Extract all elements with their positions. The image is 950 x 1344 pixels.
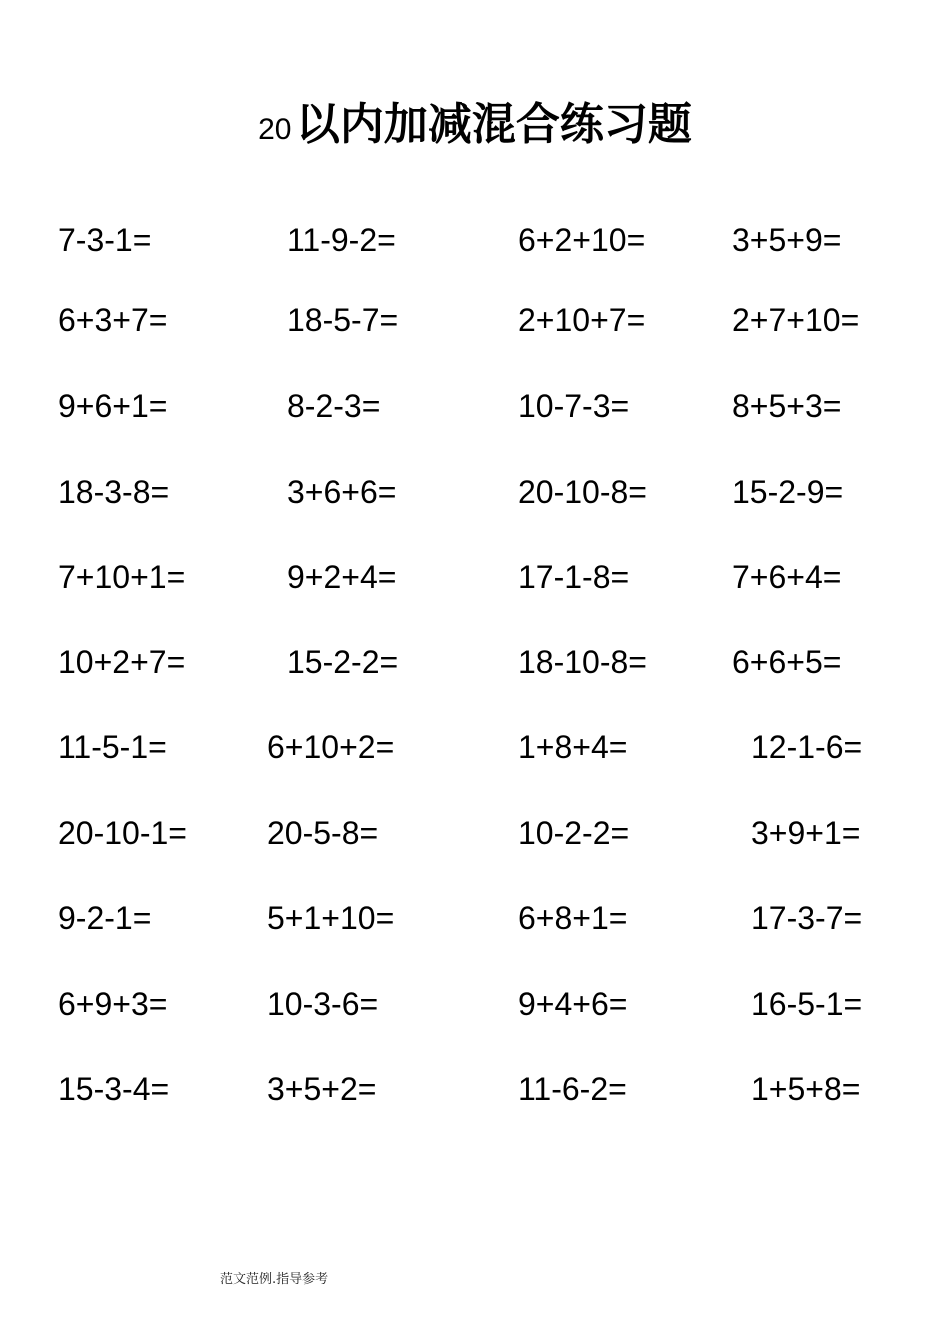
math-problem: 12-1-6= <box>751 729 863 765</box>
math-problem: 10-2-2= <box>518 815 630 851</box>
math-problem: 15-3-4= <box>58 1071 170 1107</box>
math-problem: 1+5+8= <box>751 1071 861 1107</box>
math-problem: 18-3-8= <box>58 474 170 510</box>
math-problem: 2+10+7= <box>518 302 646 338</box>
math-problem: 7+6+4= <box>732 559 842 595</box>
page-title <box>0 88 950 152</box>
math-problem: 20-5-8= <box>267 815 379 851</box>
math-problem: 18-10-8= <box>518 644 647 680</box>
math-problem: 6+8+1= <box>518 900 628 936</box>
math-problem: 11-5-1= <box>58 729 167 765</box>
math-problem: 20-10-8= <box>518 474 647 510</box>
footer-note: 范文范例.指导参考 <box>220 1272 329 1287</box>
title-text: 以内加减混合练习题 <box>295 99 692 150</box>
math-problem: 11-6-2= <box>518 1071 627 1107</box>
math-problem: 6+3+7= <box>58 302 168 338</box>
math-problem: 1+8+4= <box>518 729 628 765</box>
math-problem: 3+5+9= <box>732 222 842 258</box>
math-problem: 3+5+2= <box>267 1071 377 1107</box>
math-problem: 15-2-9= <box>732 474 844 510</box>
math-problem: 5+1+10= <box>267 900 395 936</box>
math-problem: 8+5+3= <box>732 388 842 424</box>
math-problem: 10+2+7= <box>58 644 186 680</box>
title-number: 20 <box>258 113 292 146</box>
math-problem: 9+2+4= <box>287 559 397 595</box>
math-problem: 6+2+10= <box>518 222 646 258</box>
math-problem: 17-3-7= <box>751 900 863 936</box>
math-problem: 20-10-1= <box>58 815 187 851</box>
math-problem: 9+4+6= <box>518 986 628 1022</box>
math-problem: 9-2-1= <box>58 900 152 936</box>
math-problem: 11-9-2= <box>287 222 396 258</box>
math-problem: 16-5-1= <box>751 986 863 1022</box>
math-problem: 8-2-3= <box>287 388 381 424</box>
math-problem: 10-7-3= <box>518 388 630 424</box>
math-problem: 10-3-6= <box>267 986 379 1022</box>
math-problem: 7+10+1= <box>58 559 186 595</box>
math-problem: 18-5-7= <box>287 302 399 338</box>
math-problem: 9+6+1= <box>58 388 168 424</box>
math-problem: 6+6+5= <box>732 644 842 680</box>
math-problem: 15-2-2= <box>287 644 399 680</box>
math-problem: 7-3-1= <box>58 222 152 258</box>
math-problem: 3+6+6= <box>287 474 397 510</box>
math-problem: 3+9+1= <box>751 815 861 851</box>
math-problem: 6+9+3= <box>58 986 168 1022</box>
math-problem: 6+10+2= <box>267 729 395 765</box>
math-problem: 17-1-8= <box>518 559 630 595</box>
math-problem: 2+7+10= <box>732 302 860 338</box>
